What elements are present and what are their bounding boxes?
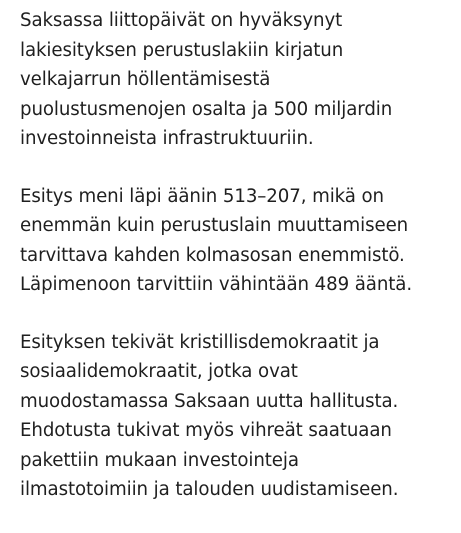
- paragraph-line: ilmastotoimiin ja talouden uudistamiseen.: [20, 479, 399, 500]
- paragraph-line: muodostamassa Saksaan uutta hallitusta.: [20, 390, 399, 412]
- article-body: [20, 6, 455, 533]
- paragraph-line: Saksassa liittopäivät on hyväksynyt: [20, 10, 343, 31]
- paragraph-line: sosiaalidemokraatit, jotka ovat: [20, 361, 298, 382]
- paragraph-2: [20, 182, 455, 300]
- paragraph-line: pakettiin mukaan investointeja: [20, 449, 299, 471]
- paragraph-line: tarvittava kahden kolmasosan enemmistö.: [20, 244, 405, 266]
- paragraph-line: velkajarrun höllentämisestä: [20, 69, 271, 90]
- paragraph-line: Ehdotusta tukivat myös vihreät saatuaan: [20, 420, 392, 441]
- paragraph-line: lakiesityksen perustuslakiin kirjatun: [20, 39, 344, 61]
- paragraph-line: Läpimenoon tarvittiin vähintään 489 ääntä.: [20, 274, 413, 295]
- paragraph-line: Esitys meni läpi äänin 513–207, mikä on: [20, 185, 384, 207]
- paragraph-line: Esityksen tekivät kristillisdemokraatit ja: [20, 331, 380, 353]
- paragraph-line: enemmän kuin perustuslain muuttamiseen: [20, 215, 409, 236]
- paragraph-line: investoinneista infrastruktuuriin.: [20, 128, 314, 149]
- paragraph-3: [20, 328, 455, 505]
- paragraph-line: puolustusmenojen osalta ja 500 miljardin: [20, 98, 393, 120]
- paragraph-1: [20, 6, 455, 154]
